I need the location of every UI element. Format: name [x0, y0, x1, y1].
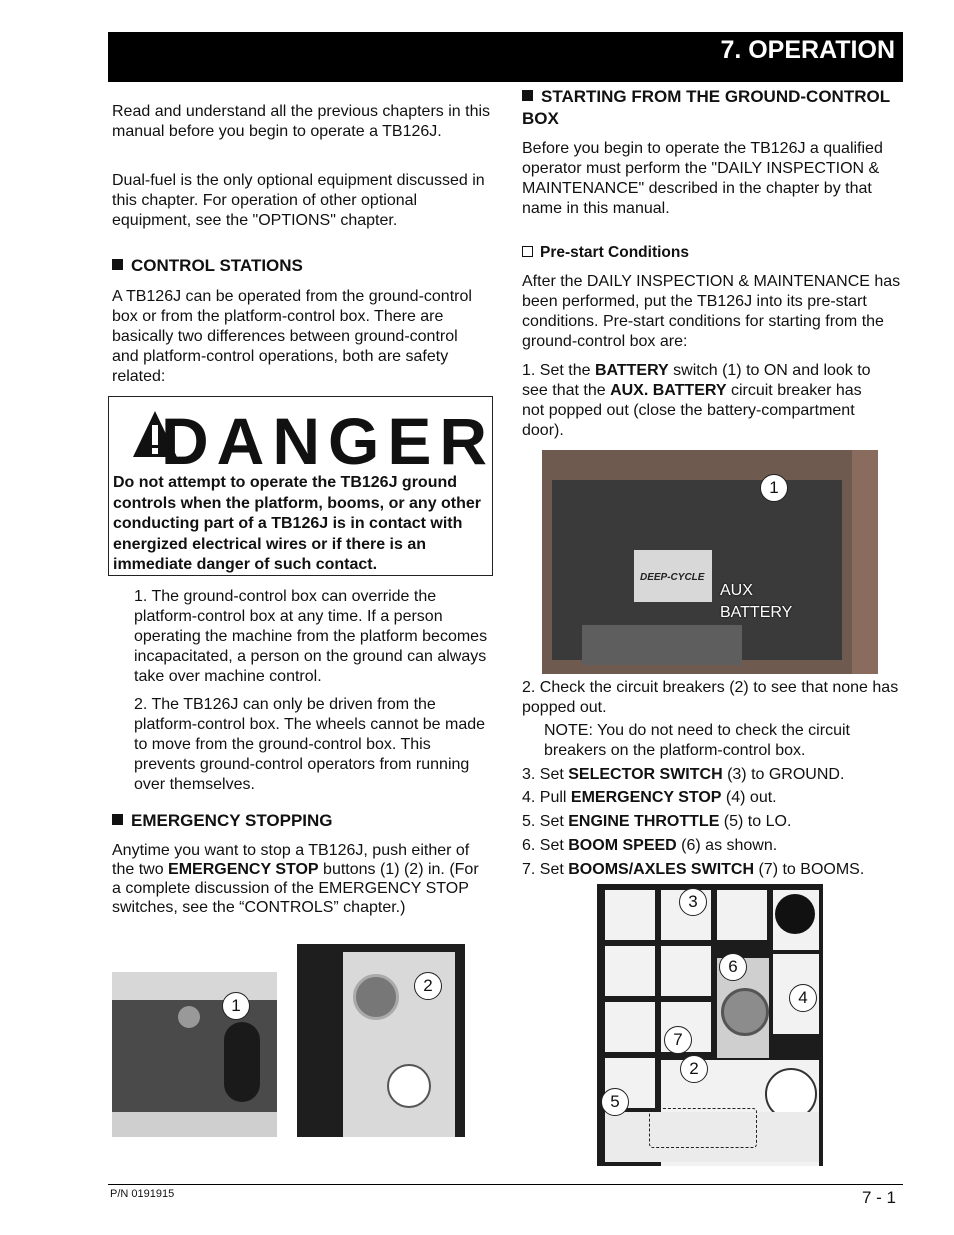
photo-background: [112, 972, 277, 1002]
intro-paragraph-1: Read and understand all the previous chapters in this manual before you begin to operate a TB126J.: [112, 103, 491, 140]
control-item-1: 1. The ground-control box can override the platform-control box at any time. If a person operating the machine from the platform becomes incapacitated, a person on the ground can always take over machine control.: [134, 588, 488, 685]
text-run: 1. Set the: [522, 362, 595, 379]
prestart-heading: [522, 243, 689, 263]
step-1: [522, 361, 887, 441]
intro-paragraph-2: Dual-fuel is the only optional equipment discussed in this chapter. For operation of other optional equipment, see the "OPTIONS" chapter.: [112, 172, 485, 229]
starting-heading: [522, 86, 892, 130]
throttle-knob: [775, 894, 815, 934]
note-text: NOTE: You do not need to check the circuit breakers on the platform-control box.: [544, 722, 850, 759]
step-2: 2. Check the circuit breakers (2) to see that none has popped out.: [522, 679, 899, 716]
square-bullet-icon: [522, 90, 533, 101]
switch-plate: [605, 1002, 655, 1052]
square-bullet-icon: [112, 814, 123, 825]
heading-text: CONTROL STATIONS: [131, 256, 303, 275]
open-square-bullet-icon: [522, 246, 533, 257]
panel-label-strip: [112, 1112, 277, 1137]
aux-battery-overlay-label: [720, 580, 792, 624]
switch-plate: [605, 890, 655, 940]
callout-6: 6: [719, 953, 747, 981]
overlay-line-1: AUX: [720, 582, 753, 599]
callout-1: 1: [222, 992, 250, 1020]
text-run: (5) to LO.: [719, 813, 792, 830]
part-number: P/N 0191915: [110, 1188, 175, 1200]
callout-4: 4: [789, 984, 817, 1012]
battery-term: BATTERY: [594, 362, 669, 379]
emergency-stopping-heading: [112, 810, 333, 832]
step-7: [522, 860, 864, 880]
text-run: 5. Set: [522, 813, 569, 830]
control-stations-heading: [112, 255, 303, 277]
text-run: circuit breaker has not popped out (close the battery-compartment door).: [522, 382, 862, 439]
text-run: 6. Set: [522, 837, 569, 854]
lower-batteries: [582, 625, 742, 665]
platform-control-box-photo: [297, 944, 465, 1137]
breaker-highlight: [649, 1108, 757, 1148]
battery-shape: [634, 550, 712, 602]
switch-plate: [605, 946, 655, 996]
ground-control-box-photo: [112, 972, 277, 1137]
emergency-stop-term: EMERGENCY STOP: [168, 861, 319, 878]
text-run: buttons (1) (2) in. (For a complete discussion of the EMERGENCY STOP switches, see the “CONTROLS” chapter.): [112, 861, 479, 916]
text-run: 7. Set: [522, 861, 569, 878]
hour-meter-shape: [387, 1064, 431, 1108]
page-number: 7 - 1: [862, 1188, 897, 1207]
danger-word: DANGER: [161, 404, 496, 478]
prestart-text: After the DAILY INSPECTION & MAINTENANCE has been performed, put the TB126J into its pre-start conditions. Pre-start conditions for starting from the ground-control box are:: [522, 273, 901, 350]
emergency-stop-button-shape: [353, 974, 399, 1020]
overlay-line-2: BATTERY: [720, 604, 793, 621]
battery-label: DEEP-CYCLE: [640, 572, 705, 583]
starting-text: Before you begin to operate the TB126J a qualified operator must perform the "DAILY INSPECTION & MAINTENANCE" described in the chapter by that name in this manual.: [522, 140, 883, 217]
booms-axles-switch-term: BOOMS/AXLES SWITCH: [568, 861, 755, 878]
emergency-stop-knob: [721, 988, 769, 1036]
heading-text: STARTING FROM THE GROUND-CONTROL BOX: [522, 87, 890, 128]
chapter-title: 7. OPERATION: [720, 36, 895, 64]
compartment-door: [852, 450, 878, 674]
callout-2: 2: [414, 972, 442, 1000]
text-run: (6) as shown.: [676, 837, 778, 854]
step-4: [522, 788, 777, 808]
control-item-2: 2. The TB126J can only be driven from the platform-control box. The wheels cannot be made to move from the ground-control box. This prevents ground-control operators from running over themselves.: [134, 696, 486, 793]
callout-2: 2: [680, 1055, 708, 1083]
engine-throttle-term: ENGINE THROTTLE: [568, 813, 720, 830]
text-run: (3) to GROUND.: [722, 766, 845, 783]
boom-speed-term: BOOM SPEED: [568, 837, 677, 854]
battery-compartment-photo: [542, 450, 878, 674]
square-bullet-icon: [112, 259, 123, 270]
step-5: [522, 812, 791, 832]
heading-text: Pre-start Conditions: [540, 244, 689, 261]
step-3: [522, 765, 844, 785]
callout-3: 3: [679, 888, 707, 916]
step-6: [522, 836, 777, 856]
selector-switch-term: SELECTOR SWITCH: [568, 766, 723, 783]
ground-control-panel-photo: [597, 884, 823, 1166]
chapter-header-bar: [108, 32, 903, 82]
switch-plate: [661, 946, 711, 996]
text-run: (4) out.: [721, 789, 777, 806]
text-run: (7) to BOOMS.: [754, 861, 865, 878]
callout-7: 7: [664, 1026, 692, 1054]
switch-plate: [717, 890, 767, 940]
callout-1: 1: [760, 474, 788, 502]
joystick-shape: [224, 1022, 260, 1102]
footer-rule: [108, 1184, 903, 1185]
stop-button-shape: [178, 1006, 200, 1028]
text-run: Anytime you want to stop a TB126J, push either of the two: [112, 842, 470, 878]
text-run: 3. Set: [522, 766, 569, 783]
heading-text: EMERGENCY STOPPING: [131, 811, 333, 830]
text-run: 4. Pull: [522, 789, 571, 806]
danger-box: [108, 396, 496, 576]
callout-5: 5: [601, 1088, 629, 1116]
text-run: switch (1) to ON and look to see that the: [522, 362, 871, 399]
emergency-stopping-text: [112, 841, 487, 917]
emergency-stop-term: EMERGENCY STOP: [570, 789, 722, 806]
aux-battery-term: AUX. BATTERY: [610, 382, 727, 399]
control-stations-text: A TB126J can be operated from the ground-control box or from the platform-control box. There are basically two differences between ground-control and platform-control operations, both are safety related:: [112, 288, 472, 385]
danger-warning-text: Do not attempt to operate the TB126J ground controls when the platform, booms, or any other conducting part of a TB126J is in contact with energized electrical wires or if there is an immediate danger of such contact.: [113, 474, 482, 573]
